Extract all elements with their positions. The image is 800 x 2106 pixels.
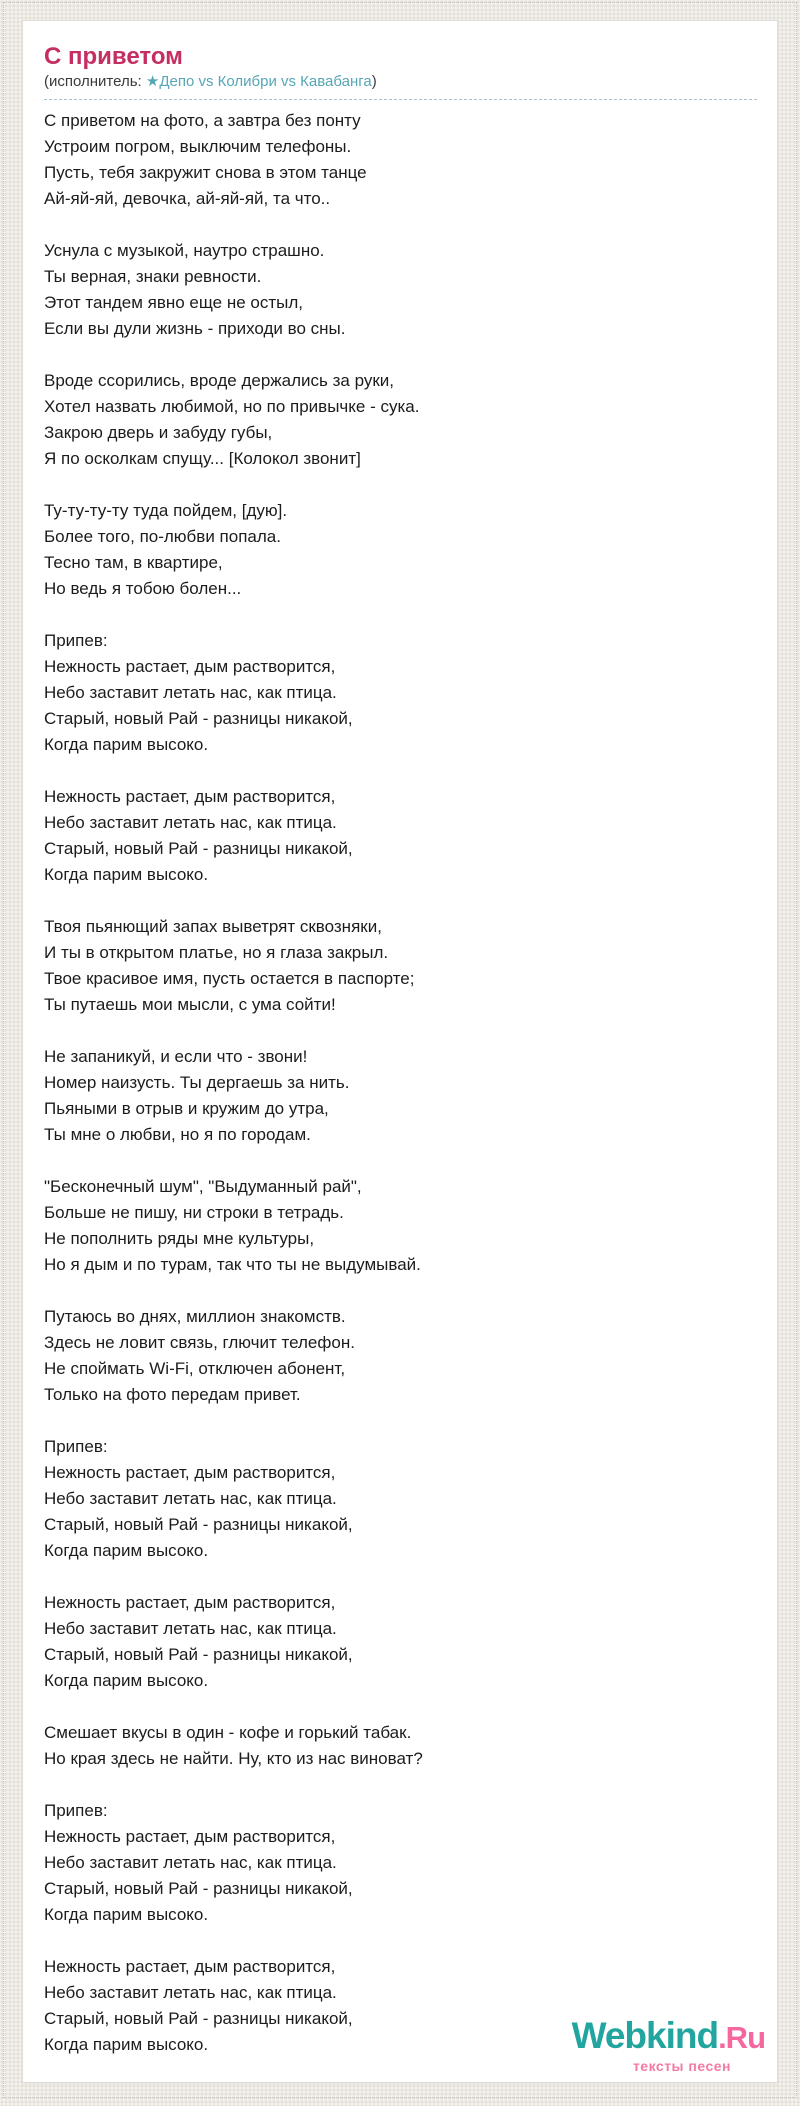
lyric-line: Здесь не ловит связь, глючит телефон.	[44, 1333, 355, 1352]
lyric-line: Не пополнить ряды мне культуры,	[44, 1229, 315, 1248]
lyric-line: Больше не пишу, ни строки в тетрадь.	[44, 1203, 344, 1222]
lyric-line: Припев:	[44, 1801, 108, 1820]
stanza	[44, 238, 757, 342]
lyric-line: Нежность растает, дым растворится,	[44, 787, 336, 806]
lyric-line: Старый, новый Рай - разницы никакой,	[44, 709, 353, 728]
lyric-line: Когда парим высоко.	[44, 1541, 209, 1560]
stanza	[44, 1174, 757, 1278]
stanza	[44, 1798, 757, 1928]
lyric-line: Старый, новый Рай - разницы никакой,	[44, 1645, 353, 1664]
artist-link[interactable]	[146, 73, 372, 90]
lyric-line: Нежность растает, дым растворится,	[44, 1593, 336, 1612]
lyric-line: Более того, по-любви попала.	[44, 527, 281, 546]
lyric-line: Припев:	[44, 1437, 108, 1456]
stanza	[44, 628, 757, 758]
lyric-line: Смешает вкусы в один - кофе и горький табак.	[44, 1723, 412, 1742]
logo-webkind-text: Webkind	[571, 2015, 719, 2056]
logo-tagline: тексты песен	[632, 2058, 731, 2074]
lyric-line: Если вы дули жизнь - приходи во сны.	[44, 319, 346, 338]
lyric-line: Небо заставит летать нас, как птица.	[44, 1619, 337, 1638]
lyric-line: Небо заставит летать нас, как птица.	[44, 813, 337, 832]
lyric-line: Небо заставит летать нас, как птица.	[44, 1489, 337, 1508]
lyric-line: Твоя пьянющий запах выветрят сквозняки,	[44, 917, 382, 936]
stanza	[44, 784, 757, 888]
lyric-line: Тесно там, в квартире,	[44, 553, 223, 572]
lyric-line: Старый, новый Рай - разницы никакой,	[44, 1879, 353, 1898]
lyric-line: Устроим погром, выключим телефоны.	[44, 137, 352, 156]
lyric-line: Этот тандем явно еще не остыл,	[44, 293, 304, 312]
lyric-line: Пьяными в отрыв и кружим до утра,	[44, 1099, 329, 1118]
stanza	[44, 914, 757, 1018]
lyric-line: Ай-яй-яй, девочка, ай-яй-яй, та что..	[44, 189, 331, 208]
lyric-line: "Бесконечный шум", "Выдуманный рай",	[44, 1177, 362, 1196]
lyrics-card	[22, 20, 778, 2083]
lyric-line: Путаюсь во днях, миллион знакомств.	[44, 1307, 346, 1326]
lyric-line: Но ведь я тобою болен...	[44, 579, 242, 598]
lyric-line: Когда парим высоко.	[44, 865, 209, 884]
lyric-line: Старый, новый Рай - разницы никакой,	[44, 2009, 353, 2028]
lyrics	[44, 108, 757, 2058]
lyric-line: Ты верная, знаки ревности.	[44, 267, 262, 286]
lyric-line: Небо заставит летать нас, как птица.	[44, 1983, 337, 2002]
lyric-line: Старый, новый Рай - разницы никакой,	[44, 1515, 353, 1534]
lyric-line: Припев:	[44, 631, 108, 650]
lyric-line: Хотел назвать любимой, но по привычке - сука.	[44, 397, 420, 416]
lyric-line: Только на фото передам привет.	[44, 1385, 301, 1404]
lyric-line: Когда парим высоко.	[44, 1905, 209, 1924]
lyric-line: Но я дым и по турам, так что ты не выдумывай.	[44, 1255, 421, 1274]
artist-line	[44, 72, 757, 100]
lyric-line: Нежность растает, дым растворится,	[44, 1827, 336, 1846]
logo-ru-text: .Ru	[718, 2020, 765, 2055]
lyric-line: Уснула с музыкой, наутро страшно.	[44, 241, 325, 260]
lyric-line: Вроде ссорились, вроде держались за руки,	[44, 371, 394, 390]
lyric-line: Небо заставит летать нас, как птица.	[44, 683, 337, 702]
lyric-line: Нежность растает, дым растворится,	[44, 1463, 336, 1482]
lyric-line: Нежность растает, дым растворится,	[44, 657, 336, 676]
card-content	[23, 21, 777, 2082]
lyric-line: Но края здесь не найти. Ну, кто из нас виноват?	[44, 1749, 423, 1768]
artist-close-paren: )	[371, 73, 377, 90]
lyric-line: Когда парим высоко.	[44, 735, 209, 754]
lyric-line: Закрою дверь и забуду губы,	[44, 423, 273, 442]
stanza	[44, 368, 757, 472]
lyric-line: Ту-ту-ту-ту туда пойдем, [дую].	[44, 501, 288, 520]
stanza	[44, 1720, 757, 1772]
stanza	[44, 1434, 757, 1564]
song-title: С приветом	[44, 43, 183, 70]
lyric-line: Пусть, тебя закружит снова в этом танце	[44, 163, 367, 182]
lyric-line: Небо заставит летать нас, как птица.	[44, 1853, 337, 1872]
artist-name: Депо vs Колибри vs Кавабанга	[159, 73, 372, 90]
lyric-line: И ты в открытом платье, но я глаза закрыл.	[44, 943, 389, 962]
lyric-line: Я по осколкам спущу... [Колокол звонит]	[44, 449, 361, 468]
lyric-line: Нежность растает, дым растворится,	[44, 1957, 336, 1976]
lyric-line: Старый, новый Рай - разницы никакой,	[44, 839, 353, 858]
logo-wordmark	[571, 2015, 765, 2061]
site-logo[interactable]	[571, 2015, 765, 2081]
stanza	[44, 498, 757, 602]
stanza	[44, 1304, 757, 1408]
lyric-line: Ты путаешь мои мысли, с ума сойти!	[44, 995, 336, 1014]
lyric-line: Когда парим высоко.	[44, 1671, 209, 1690]
stanza	[44, 1044, 757, 1148]
lyric-line: Не споймать Wi-Fi, отключен абонент,	[44, 1359, 346, 1378]
stanza	[44, 1590, 757, 1694]
star-icon: ★	[145, 73, 160, 90]
lyric-line: С приветом на фото, а завтра без понту	[44, 111, 361, 130]
lyric-line: Когда парим высоко.	[44, 2035, 209, 2054]
lyric-line: Номер наизусть. Ты дергаешь за нить.	[44, 1073, 350, 1092]
lyric-line: Ты мне о любви, но я по городам.	[44, 1125, 311, 1144]
stanza	[44, 108, 757, 212]
lyric-line: Не запаникуй, и если что - звони!	[44, 1047, 308, 1066]
artist-label: (исполнитель:	[44, 73, 146, 90]
lyric-line: Твое красивое имя, пусть остается в паспорте;	[44, 969, 415, 988]
